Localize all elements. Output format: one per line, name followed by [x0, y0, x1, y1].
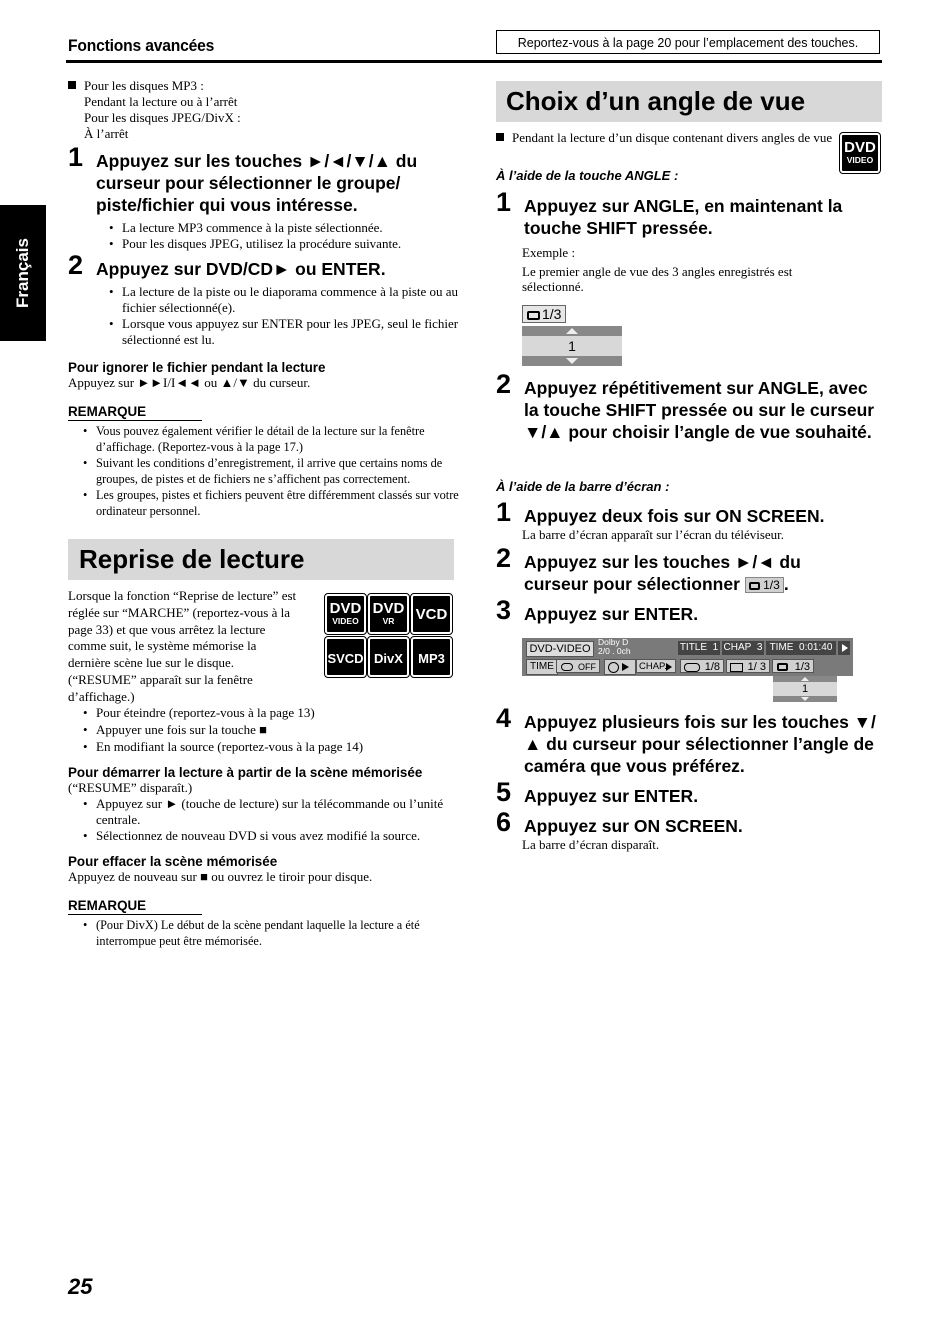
section-title: Fonctions avancées — [68, 36, 215, 55]
screen-bar-heading: À l’aide de la barre d’écran : — [496, 479, 670, 494]
osd-subtitle-button[interactable]: 1/ 3 — [726, 659, 770, 673]
language-label: Français — [13, 238, 32, 308]
osd-time-search-button[interactable] — [604, 659, 636, 675]
angle-key-heading: À l’aide de la touche ANGLE : — [496, 168, 679, 183]
language-tab — [0, 205, 46, 341]
chevron-down-icon — [801, 697, 809, 701]
left-column — [68, 78, 458, 519]
badge-vcd: VCD — [411, 594, 452, 634]
step-2-play: 2 Appuyez sur DVD/CD► ou ENTER. — [68, 250, 386, 280]
remarque-title: REMARQUE — [68, 404, 202, 421]
angle-section-title: Choix d’un angle de vue — [496, 81, 882, 122]
start-memorized-block: Pour démarrer la lecture à partir de la scène mémorisée (“RESUME” disparaît.) • Appuyez sur ► (touche de lecture) sur la télécommande ou l’unité centrale. • Sélectionnez de nouveau DVD si vous avez modifié la source. — [68, 765, 458, 844]
osd-audio-format: Dolby D 2/0 . 0ch — [598, 637, 631, 656]
osd-repeat-button[interactable]: OFF — [556, 659, 600, 673]
arrow-right-icon — [622, 663, 629, 671]
camera-icon — [777, 663, 788, 671]
angle-osd-example: 1/3 1 — [522, 305, 622, 366]
step-1-select: 1 Appuyez sur les touches ►/◄/▼/▲ du curseur pour sélectionner le groupe/ piste/fichier qui vous intéresse. — [68, 142, 418, 215]
play-icon — [838, 641, 850, 655]
square-bullet-icon — [68, 81, 76, 89]
badge-dvd-video: DVD VIDEO — [840, 133, 880, 173]
badge-divx: DivX — [368, 637, 409, 677]
badge-svcd: SVCD — [325, 637, 366, 677]
list-item: • En modifiant la source (reportez-vous à la page 14) — [96, 739, 458, 756]
list-item: • Lorsque vous appuyez sur ENTER pour les JPEG, seul le fichier sélectionné est lu. — [122, 316, 464, 348]
subtitle-icon — [730, 663, 743, 672]
bar-step-3: 3 Appuyez sur ENTER. — [496, 595, 699, 625]
repeat-icon — [561, 663, 573, 671]
clock-icon — [608, 662, 619, 673]
intro-conditions: Pour les disques MP3 : Pendant la lecture ou à l’arrêt Pour les disques JPEG/DivX : À l’arrêt — [68, 78, 458, 142]
remarque-2 — [68, 897, 458, 949]
angle-intro: Pendant la lecture d’un disque contenant divers angles de vue — [496, 130, 836, 146]
erase-memorized-block: Pour effacer la scène mémorisée Appuyez de nouveau sur ■ ou ouvrez le tiroir pour disque. — [68, 854, 373, 885]
badge-dvd-video: DVD VIDEO — [325, 594, 366, 634]
badge-dvd-vr: DVD VR — [368, 594, 409, 634]
screen-bar-final-steps: 4 Appuyez plusieurs fois sur les touches ▼/▲ du curseur pour sélectionner l’angle de caméra que vous préférez. 5 Appuyez sur ENTER. 6 Appuyez sur ON SCREEN. La barre d’écran disparaît. — [496, 711, 882, 853]
reprise-paragraph: Lorsque la fonction “Reprise de lecture” est réglée sur “MARCHE” (reportez-vous à la page 33) et que vous arrêtez la lecture comme suit, le système mémorise la dernière scène lue sur le disque. (“RESUME” apparaît sur la fenêtre d’affichage.) — [68, 588, 297, 704]
list-item: • Suivant les conditions d’enregistrement, il arrive que certains noms de groupes, de pistes et de fichiers ne s’affichent pas correctement. — [96, 455, 468, 487]
osd-angle-button[interactable]: 1/3 — [772, 659, 814, 673]
skip-file-title: Pour ignorer le fichier pendant la lecture — [68, 360, 326, 375]
osd-chapter-search-button[interactable]: CHAP. — [636, 659, 676, 673]
chevron-up-icon — [801, 677, 809, 681]
reference-note: Reportez-vous à la page 20 pour l’emplacement des touches. — [496, 30, 880, 54]
angle-step-1: 1 Appuyez sur ANGLE, en maintenant la touche SHIFT pressée. — [496, 187, 843, 238]
screen-bar-steps: 1 Appuyez deux fois sur ON SCREEN. La barre d’écran apparaît sur l’écran du téléviseur. 2 Appuyez sur les touches ►/◄ du curseur pour sélectionner 1/3 . 3 Appuyez sur ENTER. — [496, 505, 882, 625]
list-item: • Appuyer une fois sur la touche ■ — [96, 722, 458, 739]
list-item: • La lecture de la piste ou le diaporama commence à la piste ou au fichier sélectionné(e). — [122, 284, 464, 316]
step-2-notes — [108, 284, 464, 348]
reprise-section-title: Reprise de lecture — [68, 539, 454, 580]
arrow-right-icon — [666, 663, 672, 671]
osd-title: TITLE 1 — [679, 642, 719, 653]
bar-step-4: 4 Appuyez plusieurs fois sur les touches ▼/▲ du curseur pour sélectionner l’angle de caméra que vous préférez. — [496, 703, 876, 776]
bar-step-2: 2 Appuyez sur les touches ►/◄ du curseur pour sélectionner 1/3 . — [496, 543, 801, 594]
angle-step-2: 2 Appuyez répétitivement sur ANGLE, avec la touche SHIFT pressée ou sur le curseur ▼/▲ pour choisir l’angle de vue souhaité. — [496, 369, 875, 442]
remarque-1 — [68, 403, 458, 519]
osd-time-button[interactable]: TIME — [526, 659, 558, 675]
list-item: • Sélectionnez de nouveau DVD si vous avez modifié la source. — [96, 828, 466, 844]
angle-key-steps: 1 Appuyez sur ANGLE, en maintenant la touche SHIFT pressée. Exemple : Le premier angle de vue des 3 angles enregistrés est sélectionné. — [496, 195, 882, 294]
bar-step-1: 1 Appuyez deux fois sur ON SCREEN. — [496, 497, 825, 527]
list-item: • Vous pouvez également vérifier le détail de la lecture sur la fenêtre d’affichage. (Reportez-vous à la page 17.) — [96, 423, 468, 455]
bar-step-6: 6 Appuyez sur ON SCREEN. — [496, 807, 743, 837]
osd-time: TIME 0:01:40 — [766, 641, 836, 655]
badge-mp3: MP3 — [411, 637, 452, 677]
on-screen-bar — [522, 638, 853, 702]
square-bullet-icon — [496, 133, 504, 141]
list-item: • Pour les disques JPEG, utilisez la procédure suivante. — [122, 236, 458, 252]
list-item: • Les groupes, pistes et fichiers peuvent être différemment classés sur votre ordinateur personnel. — [96, 487, 468, 519]
angle-value: 1 — [522, 336, 622, 356]
audio-icon — [684, 663, 700, 672]
chevron-down-icon — [566, 358, 578, 364]
angle-step-2-block — [496, 369, 882, 443]
reprise-details — [68, 705, 458, 949]
list-item: • La lecture MP3 commence à la piste sélectionnée. — [122, 220, 458, 236]
list-item: • Appuyez sur ► (touche de lecture) sur la télécommande ou l’unité centrale. — [96, 796, 466, 828]
page-number: 25 — [68, 1274, 93, 1299]
header-rule — [66, 60, 882, 63]
chevron-up-icon — [566, 328, 578, 334]
remarque-title: REMARQUE — [68, 898, 202, 915]
step-1-notes — [108, 220, 458, 252]
list-item: • (Pour DivX) Le début de la scène pendant laquelle la lecture a été interrompue peut être mémorisée. — [96, 917, 468, 949]
list-item: • Pour éteindre (reportez-vous à la page 13) — [96, 705, 458, 722]
skip-file-block: Pour ignorer le fichier pendant la lecture Appuyez sur ►►I/I◄◄ ou ▲/▼ du curseur. — [68, 360, 458, 391]
bar-step-5: 5 Appuyez sur ENTER. — [496, 777, 699, 807]
camera-icon — [527, 311, 540, 320]
osd-angle-dropdown[interactable]: 1 — [773, 676, 837, 702]
osd-source: DVD-VIDEO — [526, 641, 594, 657]
angle-inline-icon: 1/3 — [745, 577, 784, 593]
osd-audio-button[interactable]: 1/8 — [680, 659, 724, 673]
camera-icon — [749, 582, 760, 590]
osd-chapter: CHAP 3 — [723, 642, 763, 653]
